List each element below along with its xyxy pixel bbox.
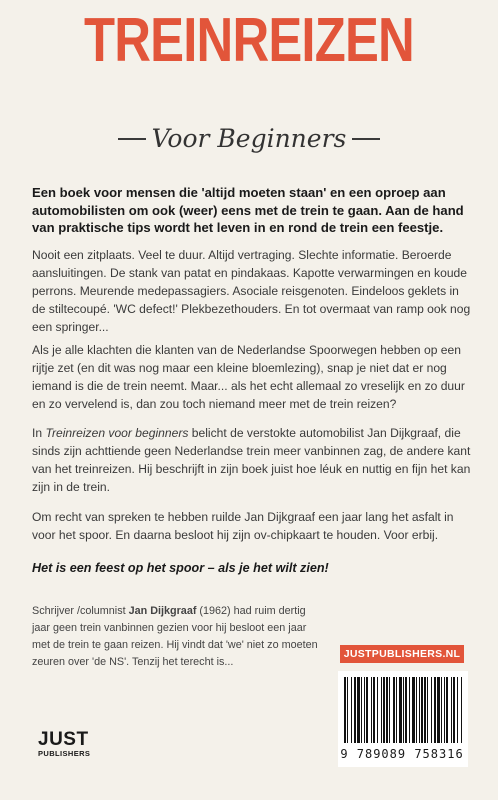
author-name: Jan Dijkgraaf xyxy=(128,605,197,617)
subtitle-dash-right xyxy=(352,138,380,140)
barcode-bar xyxy=(431,677,432,743)
barcode-bar xyxy=(354,677,356,743)
barcode-bar xyxy=(366,677,368,743)
barcode-bar xyxy=(405,677,407,743)
barcode-bar xyxy=(357,677,360,743)
barcode-bar xyxy=(377,677,378,743)
barcode-bar xyxy=(412,677,415,743)
paragraph-book-rest: belicht de verstokte automobilist Jan Dijkgraaf, die sinds zijn achttiende geen Nederlandse trein meer vanbinnen zag, de andere kant van het treinreizen. Hij beschrijft in zijn boek juist hoe léuk en nuttig en fijn het kan zijn in de trein. xyxy=(32,426,471,494)
barcode-bar xyxy=(434,677,436,743)
barcode-bar xyxy=(386,677,388,743)
barcode-bar xyxy=(347,677,348,743)
barcode-bar xyxy=(403,677,404,743)
paragraph-book-title: Treinreizen voor beginners xyxy=(45,426,189,440)
barcode-bar xyxy=(393,677,395,743)
barcode-bar xyxy=(424,677,426,743)
book-subtitle: Voor Beginners xyxy=(151,124,347,153)
barcode-bar xyxy=(421,677,423,743)
subtitle-dash-left xyxy=(118,138,146,140)
barcode-bar xyxy=(351,677,352,743)
barcode-bar xyxy=(371,677,372,743)
barcode-bar xyxy=(373,677,375,743)
barcode-bar xyxy=(399,677,402,743)
barcode-bar xyxy=(344,677,346,743)
author-bio-after: (1962) had ruim dertig jaar geen trein vanbinnen gezien voor hij besloot een jaar met de trein te gaan reizen. Hij vindt dat 'we' niet zo moeten zeuren over 'de NS'. Tenzij het terecht is... xyxy=(32,605,318,668)
book-title: TREINREIZEN xyxy=(84,6,414,75)
barcode-bars xyxy=(344,677,462,743)
publisher-logo-bottom: PUBLISHERS xyxy=(38,749,91,758)
publisher-url-badge: JUSTPUBLISHERS.NL xyxy=(340,645,464,663)
subtitle-row xyxy=(0,124,498,153)
intro-text: Een boek voor mensen die 'altijd moeten staan' en een oproep aan automobilisten om ook (weer) eens met de trein te gaan. Aan de hand van praktische tips wordt het leven in en rond de trein een feestje. xyxy=(32,185,464,235)
isbn-number: 9 789089 758316 xyxy=(340,747,464,761)
author-bio-before: Schrijver /columnist xyxy=(32,605,129,617)
tagline: Het is een feest op het spoor – als je het wilt zien! xyxy=(32,561,329,575)
publisher-logo xyxy=(38,731,90,758)
barcode-bar xyxy=(427,677,428,743)
barcode-bar xyxy=(441,677,442,743)
barcode-bar xyxy=(409,677,410,743)
barcode-bar xyxy=(444,677,445,743)
barcode-bar xyxy=(383,677,385,743)
barcode-bar xyxy=(364,677,365,743)
barcode-bar xyxy=(361,677,362,743)
barcode-bar xyxy=(451,677,452,743)
barcode-bar xyxy=(389,677,390,743)
publisher-logo-top: JUST xyxy=(38,729,89,750)
barcode-bar xyxy=(453,677,455,743)
barcode-bar xyxy=(419,677,420,743)
barcode-bar xyxy=(461,677,462,743)
barcode-bar xyxy=(381,677,382,743)
author-bio xyxy=(32,603,322,671)
barcode-bar xyxy=(437,677,440,743)
barcode-bar xyxy=(446,677,448,743)
barcode-bar xyxy=(457,677,458,743)
barcode-bar xyxy=(396,677,397,743)
paragraph-experiment: Om recht van spreken te hebben ruilde Jan Dijkgraaf een jaar lang het asfalt in voor het spoor. En daarna besloot hij zijn ov-chipkaart te houden. Voor erbij. xyxy=(32,510,454,542)
paragraph-book-lead: In xyxy=(32,426,46,440)
paragraph-book xyxy=(32,424,472,496)
barcode-bar xyxy=(416,677,417,743)
paragraph-complaints: Nooit een zitplaats. Veel te duur. Altijd vertraging. Slechte informatie. Beroerde aansluitingen. De stank van patat en pindakaas. Kapotte verwarmingen en koude perrons. Meurende medepassagiers. Asociale reisgenoten. Eindeloos geklets in de stiltecoupé. 'WC defect!' Plekbezethouders. En tot overmaat van ramp ook nog een springer... xyxy=(32,248,471,334)
paragraph-question: Als je alle klachten die klanten van de Nederlandse Spoorwegen hebben op een rijtje zet (en dit was nog maar een kleine bloemlezing), snap je niet dat er nog iemand is die de trein neemt. Maar... als het echt allemaal zo vreselijk en zo duur en zo vervelend is, dan zou toch niemand meer met de trein reizen? xyxy=(32,343,465,411)
